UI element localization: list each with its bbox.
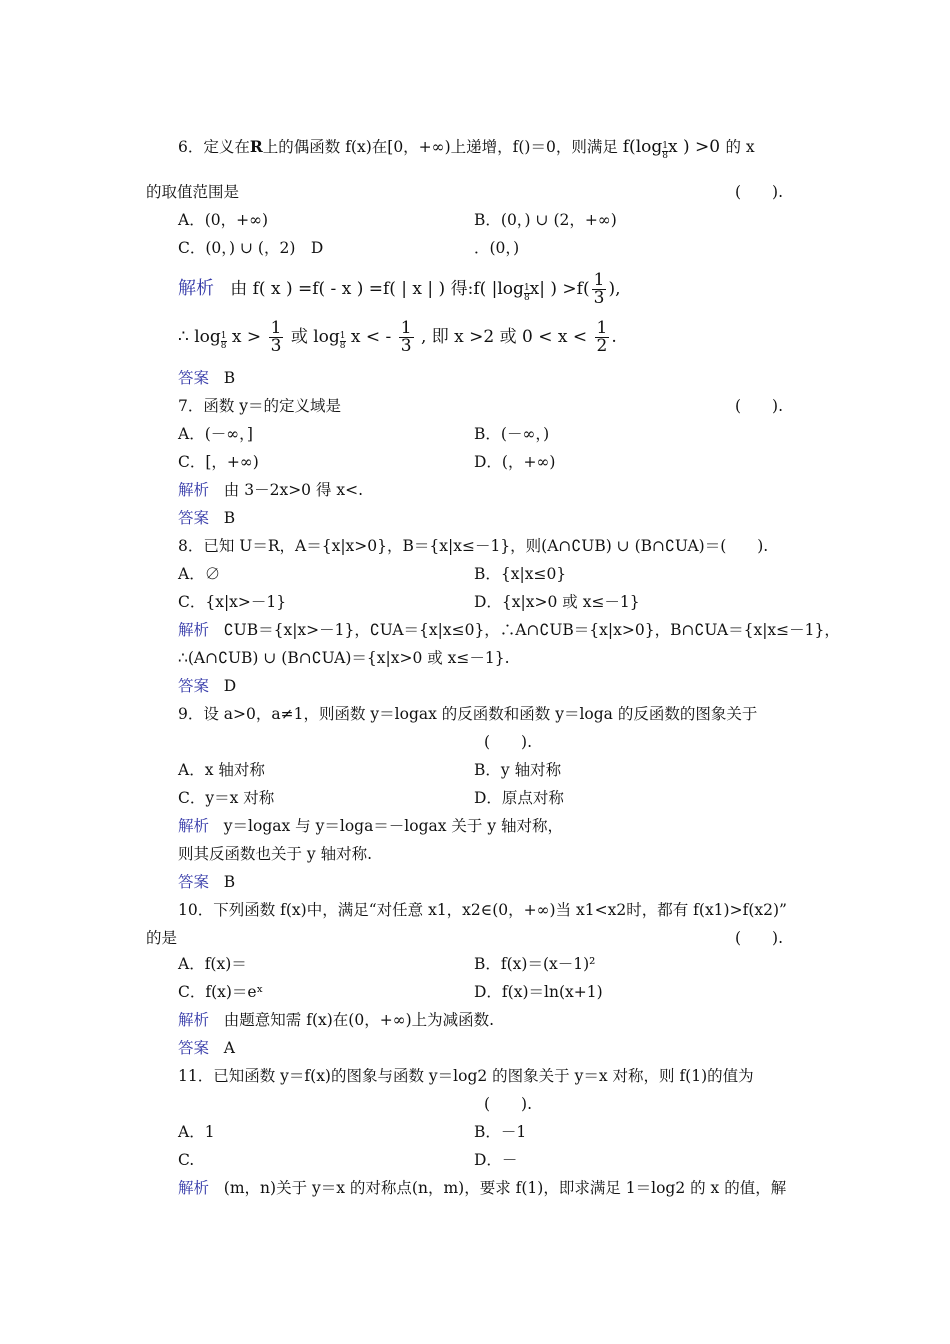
q11-option-c: C. (178, 1151, 195, 1169)
q6-sol-log-base: $\frac{1}{8}$ (523, 283, 530, 303)
q11-option-b: B．－1 (474, 1123, 527, 1141)
solution-label: 解析 (178, 1179, 210, 1197)
q11-answer-paren: ( ). (484, 1095, 533, 1113)
q11-option-d: D．－ (474, 1151, 518, 1169)
q10-answer: 答案 A (178, 1039, 235, 1057)
q6-sol2-fraction-1: $\frac{1}{3}$ (270, 318, 282, 356)
q10-option-d: D．f(x)＝ln(x+1) (474, 983, 603, 1001)
q6-sol2-log-base-2: $\frac{1}{8}$ (339, 331, 346, 351)
solution-label: 解析 (178, 1011, 210, 1029)
q6-sol2-fraction-3: $\frac{1}{2}$ (596, 318, 608, 356)
q7-stem: 7．函数 y＝的定义域是 (178, 397, 342, 415)
q10-stem-line2: 的是 (146, 929, 178, 947)
q10-option-c: C．f(x)＝eˣ (178, 983, 264, 1001)
q6-option-a: A．(0，+∞) (178, 211, 269, 229)
q6-answer: 答案 B (178, 369, 236, 387)
q11-solution: 解析 (m，n)关于 y＝x 的对称点(n，m)，要求 f(1)，即求满足 1＝log2 的 x 的值，解 (178, 1179, 787, 1197)
q9-stem: 9．设 a>0，a≠1，则函数 y＝logax 的反函数和函数 y＝loga 的反函数的图象关于 (178, 705, 758, 723)
q7-option-d: D．(，+∞) (474, 453, 556, 471)
q9-answer: 答案 B (178, 873, 236, 891)
solution-label: 解析 (178, 278, 214, 299)
answer-label: 答案 (178, 677, 210, 695)
q11-option-a: A．1 (178, 1123, 215, 1141)
answer-label: 答案 (178, 509, 210, 527)
q6-condition: f(log $\frac{1}{8}$ x ) >0 (622, 137, 721, 161)
q6-option-d: ．(0，) (474, 239, 520, 257)
q6-sol2-log-base-1: $\frac{1}{8}$ (220, 331, 227, 351)
q10-answer-paren: ( ). (735, 929, 784, 947)
q8-option-b: B．{x|x≤0} (474, 565, 567, 583)
q9-option-c: C．y＝x 对称 (178, 789, 275, 807)
q7-answer: 答案 B (178, 509, 236, 527)
q6-option-c: C．(0，) ∪ (，2) D (178, 239, 324, 257)
q6-sol-fraction: $\frac{1}{3}$ (593, 270, 605, 308)
q7-solution: 解析 由 3－2x>0 得 x<. (178, 481, 364, 499)
q8-solution-line1: 解析 ∁UB＝{x|x>－1}，∁UA＝{x|x≤0}，∴A∩∁UB＝{x|x>0}，B∩∁UA＝{x|x≤－1}， (178, 621, 840, 639)
answer-label: 答案 (178, 873, 210, 891)
q9-solution-line2: 则其反函数也关于 y 轴对称. (178, 845, 373, 863)
q9-answer-paren: ( ). (484, 733, 533, 751)
q6-set-R: R (249, 137, 263, 156)
q8-option-a: A．∅ (178, 565, 221, 583)
q10-stem-line1: 10．下列函数 f(x)中，满足“对任意 x1，x2∈(0，+∞)当 x1<x2时，都有 f(x1)>f(x2)” (178, 901, 787, 919)
q6-sol2-fraction-2: $\frac{1}{3}$ (400, 318, 412, 356)
q8-option-c: C．{x|x>－1} (178, 593, 287, 611)
q8-option-d: D．{x|x>0 或 x≤－1} (474, 593, 640, 611)
q7-option-a: A．(－∞，] (178, 425, 253, 443)
q7-answer-paren: ( ). (735, 397, 784, 415)
q7-option-b: B．(－∞，) (474, 425, 550, 443)
q7-option-c: C．[，+∞) (178, 453, 259, 471)
q6-solution-line2: ∴ log $\frac{1}{8}$ x > $\frac{1}{3}$ 或 log $\frac{1}{8}$ x < - $\frac{1}{3}$ , 即 x >2 或 0 < x < $\frac{1}{2}$ . (178, 318, 617, 356)
q10-option-a: A．f(x)＝ (178, 955, 247, 973)
q8-answer: 答案 D (178, 677, 237, 695)
q6-stem-line1: 6．定义在R上的偶函数 f(x)在[0，+∞)上递增，f()＝0，则满足 f(log $\frac{1}{8}$ x ) >0 的 x (178, 137, 755, 161)
answer-label: 答案 (178, 369, 210, 387)
q6-solution-line1: 解析 由 f( x ) =f( - x ) =f( | x | ) 得:f( |log $\frac{1}{8}$ x| ) >f( $\frac{1}{3}$ ), (178, 270, 621, 308)
q6-answer-paren: ( ). (735, 183, 784, 201)
q6-option-b: B．(0，) ∪ (2，+∞) (474, 211, 617, 229)
solution-label: 解析 (178, 817, 210, 835)
q10-solution: 解析 由题意知需 f(x)在(0，+∞)上为减函数. (178, 1011, 495, 1029)
q6-stem-line2: 的取值范围是 (146, 183, 240, 201)
q9-option-b: B．y 轴对称 (474, 761, 562, 779)
q11-stem: 11．已知函数 y＝f(x)的图象与函数 y＝log2 的图象关于 y＝x 对称，则 f(1)的值为 (178, 1067, 754, 1085)
solution-label: 解析 (178, 621, 210, 639)
q9-option-a: A．x 轴对称 (178, 761, 265, 779)
q9-solution-line1: 解析 y＝logax 与 y＝loga＝－logax 关于 y 轴对称， (178, 817, 564, 835)
solution-label: 解析 (178, 481, 210, 499)
q8-solution-line2: ∴(A∩∁UB) ∪ (B∩∁UA)＝{x|x>0 或 x≤－1}. (178, 649, 510, 667)
q10-option-b: B．f(x)＝(x－1)² (474, 955, 596, 973)
answer-label: 答案 (178, 1039, 210, 1057)
q9-option-d: D．原点对称 (474, 789, 564, 807)
q8-stem: 8．已知 U＝R，A＝{x|x>0}，B＝{x|x≤－1}，则(A∩∁UB) ∪ (B∩∁UA)＝( ). (178, 537, 769, 555)
q6-log-base: $\frac{1}{8}$ (662, 141, 668, 161)
